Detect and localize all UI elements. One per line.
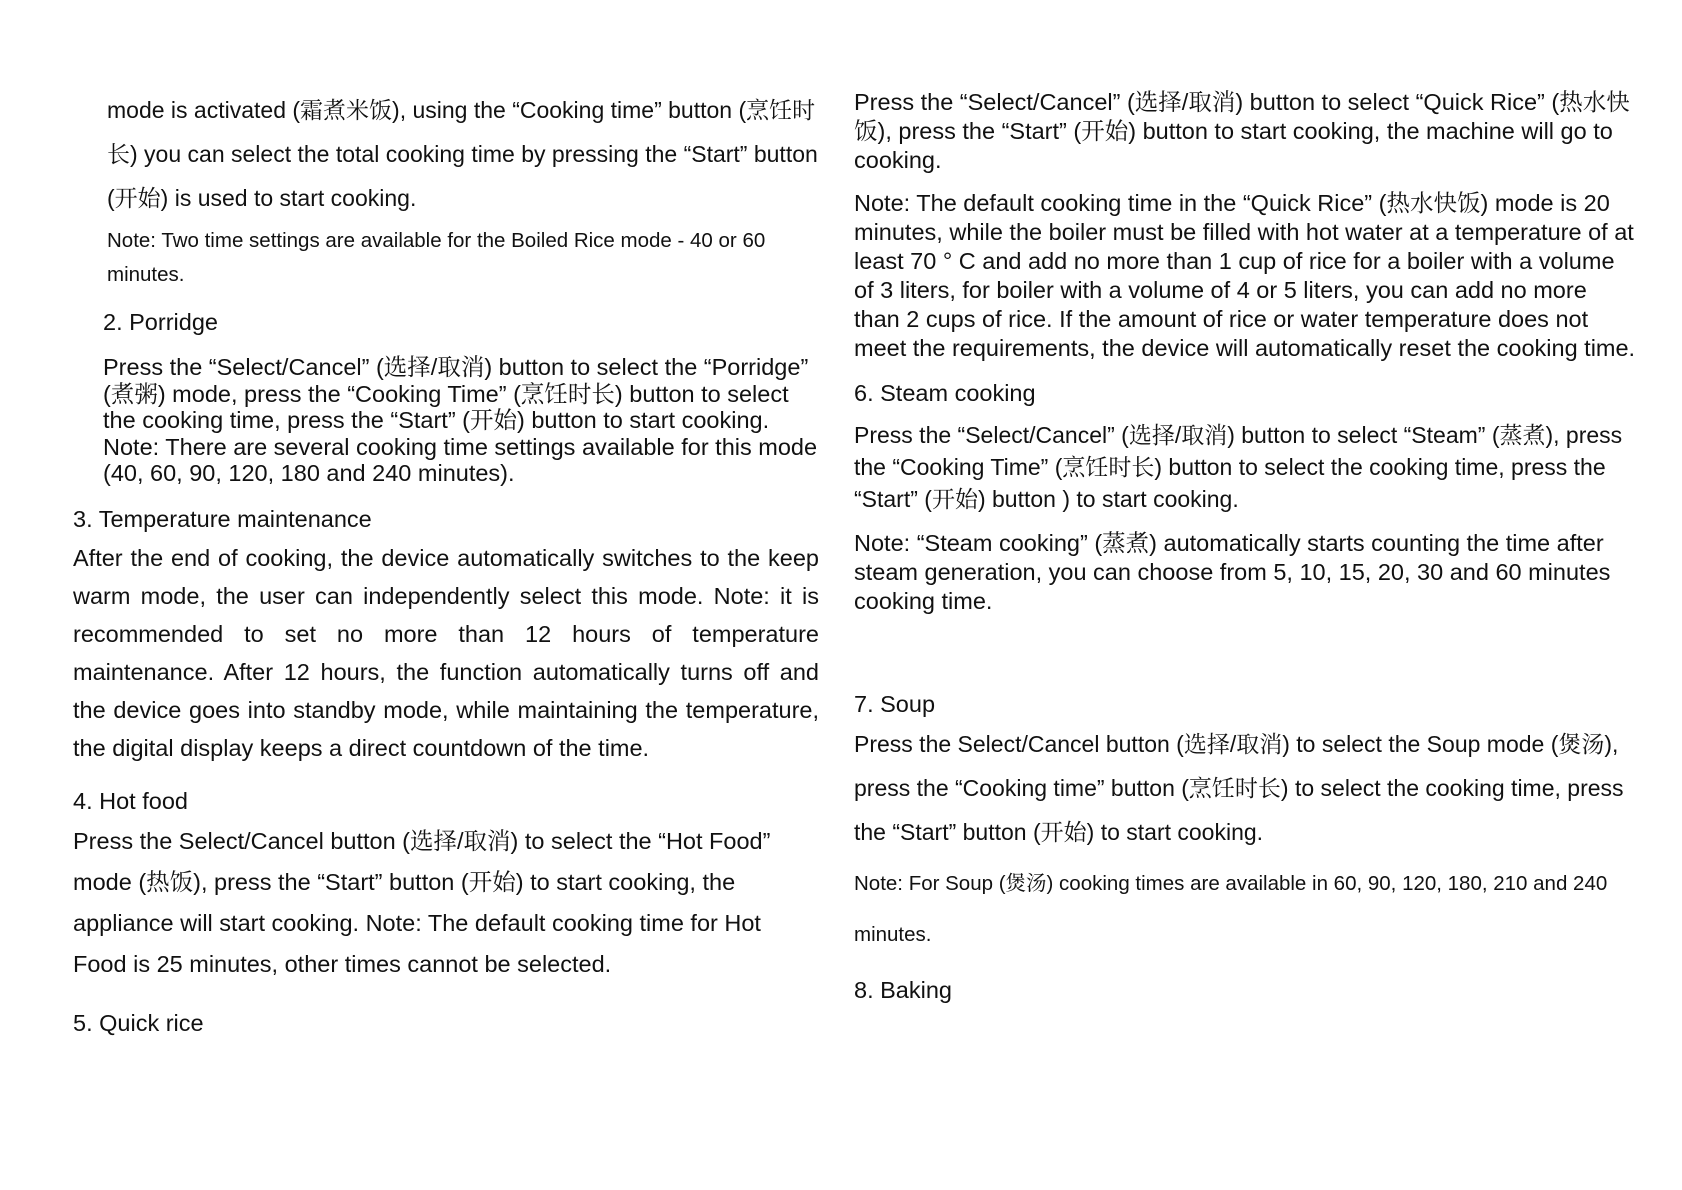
steam-cooking-note: Note: “Steam cooking” (蒸煮) automatically starts counting the time after steam generation, you can choose from 5, 10, 15, 20, 30 and 60 minutes cooking time.: [854, 530, 1611, 614]
soup-text: Press the Select/Cancel button (选择/取消) to select the Soup mode (煲汤), press the “Cooking time” button (烹饪时长) to select the cooking time, press the “Start” button (开始) to start cooking.: [854, 731, 1624, 845]
boiled-rice-note: Note: Two time settings are available for the Boiled Rice mode - 40 or 60 minutes.: [107, 229, 766, 286]
quick-rice-text: Press the “Select/Cancel” (选择/取消) button to select “Quick Rice” (热水快饭), press the “Start” (开始) button to start cooking, the machine will go to cooking.: [854, 89, 1630, 173]
boiled-rice-text: mode is activated (霜煮米饭), using the “Cooking time” button (烹饪时长) you can select the total cooking time by pressing the “Start” button (开始) is used to start cooking.: [107, 97, 818, 211]
right-column: [854, 88, 1636, 1006]
hot-food-heading: 4. Hot food: [73, 787, 188, 814]
porridge-heading: 2. Porridge: [103, 309, 218, 335]
steam-cooking-heading: 6. Steam cooking: [854, 380, 1036, 406]
soup-heading: 7. Soup: [854, 691, 936, 717]
quick-rice-note: Note: The default cooking time in the “Quick Rice” (热水快饭) mode is 20 minutes, while the boiler must be filled with hot water at a temperature of at least 70 ° C and add no more than 1 cup of rice for a boiler with a volume of 3 liters, for boiler with a volume of 4 or 5 liters, you can add no more than 2 cups of rice. If the amount of rice or water temperature does not meet the requirements, the device will automatically reset the cooking time.: [854, 190, 1636, 361]
soup-note: Note: For Soup (煲汤) cooking times are available in 60, 90, 120, 180, 210 and 240 minutes.: [854, 872, 1608, 946]
porridge-text: Press the “Select/Cancel” (选择/取消) button to select the “Porridge” (煮粥) mode, press the “Cooking Time” (烹饪时长) button to select the cooking time, press the “Start” (开始) button to start cooking. Note: There are several cooking time settings available for this mode (40, 60, 90, 120, 180 and 240 minutes).: [103, 354, 818, 486]
hot-food-text: Press the Select/Cancel button (选择/取消) to select the “Hot Food” mode (热饭), press the “Start” button (开始) to start cooking, the appliance will start cooking. Note: The default cooking time for Hot Food is 25 minutes, other times cannot be selected.: [73, 827, 771, 977]
left-column: [73, 88, 819, 1039]
baking-heading: 8. Baking: [854, 977, 952, 1003]
temperature-maintenance-text: After the end of cooking, the device automatically switches to the keep warm mode, the user can independently select this mode. Note: it is recommended to set no more than 12 hours of temperature maintenance. After 12 hours, the function automatically turns off and the device goes into standby mode, while maintaining the temperature, the digital display keeps a direct countdown of the time.: [73, 544, 819, 761]
quick-rice-heading: 5. Quick rice: [73, 1009, 204, 1036]
steam-cooking-text: Press the “Select/Cancel” (选择/取消) button to select “Steam” (蒸煮), press the “Cooking Time” (烹饪时长) button to select the cooking time, press the “Start” (开始) button ) to start cooking.: [854, 422, 1623, 512]
temperature-maintenance-heading: 3. Temperature maintenance: [73, 505, 372, 532]
